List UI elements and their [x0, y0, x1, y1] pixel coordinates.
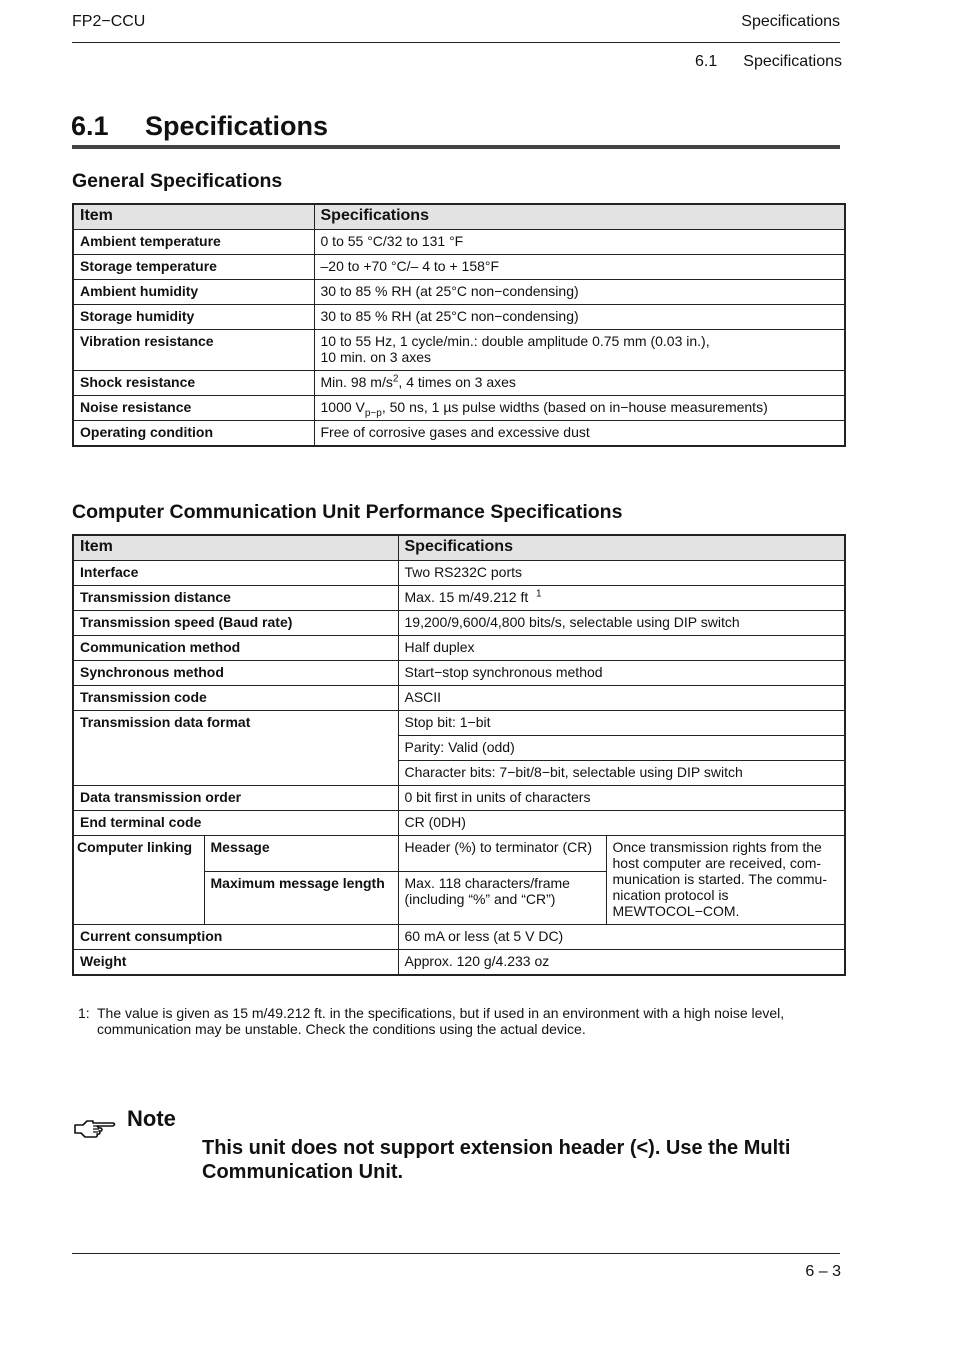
row-spec-line: 10 to 55 Hz, 1 cycle/min.: double amplitude 0.75 mm (0.03 in.),: [320, 333, 710, 349]
row-spec: Half duplex: [398, 636, 845, 661]
table-row: [73, 255, 845, 280]
row-item: Weight: [73, 950, 398, 976]
table-row: [73, 636, 845, 661]
row-spec: Parity: Valid (odd): [398, 736, 845, 761]
row-item: Vibration resistance: [73, 330, 314, 371]
table-row: [73, 305, 845, 330]
row-spec-line: 10 min. on 3 axes: [320, 349, 432, 365]
table-header-row: [73, 535, 845, 561]
row-spec: Stop bit: 1−bit: [398, 711, 845, 736]
row-item: Ambient humidity: [73, 280, 314, 305]
table-row: [73, 280, 845, 305]
table-row: [73, 686, 845, 711]
row-subitem: Message: [204, 836, 398, 872]
row-item: Transmission distance: [73, 586, 398, 611]
spec-text: Min. 98 m/s: [320, 374, 393, 390]
footnote-text: The value is given as 15 m/49.212 ft. in the specifications, but if used in an environment with a high noise level, communication may be unstable. Check the conditions using the actual device.: [97, 1005, 785, 1037]
row-item: Transmission data format: [73, 711, 398, 786]
running-header-chapter: Specifications: [741, 13, 840, 30]
section-title-text: Specifications: [145, 111, 329, 141]
subscript: p−p: [364, 407, 382, 419]
row-item: Interface: [73, 561, 398, 586]
row-spec: 30 to 85 % RH (at 25°C non−condensing): [314, 280, 845, 305]
row-spec-note: Once transmission rights from the host computer are received, com-munication is started. The commu-nication protocol is MEWTOCOL−COM.: [606, 836, 845, 925]
col-spec-header: Specifications: [314, 204, 845, 230]
pointing-hand-icon: [73, 1115, 117, 1139]
running-header-product: FP2−CCU: [72, 13, 146, 30]
table-row: [73, 611, 845, 636]
row-spec: Approx. 120 g/4.233 oz: [398, 950, 845, 976]
row-spec: 19,200/9,600/4,800 bits/s, selectable using DIP switch: [398, 611, 845, 636]
spec-text-tail: , 50 ns, 1 µs pulse widths (based on in−house measurements): [381, 399, 768, 415]
table-row: [73, 711, 845, 736]
row-spec-line: (including “%” and “CR”): [404, 891, 556, 908]
row-spec: [314, 396, 845, 421]
row-spec-line: Max. 118 characters/frame: [404, 875, 570, 892]
note-title: Note: [127, 1106, 176, 1131]
table-header-row: [73, 204, 845, 230]
subheader-number: 6.1: [695, 53, 718, 70]
table-row: [73, 561, 845, 586]
row-item: Operating condition: [73, 421, 314, 447]
table-row: [73, 786, 845, 811]
footnote-ref: 1: [536, 588, 542, 600]
table-row: [73, 661, 845, 686]
row-subitem: Maximum message length: [204, 872, 398, 925]
section-rule: [72, 145, 840, 149]
note-text: This unit does not support extension header (<). Use the Multi Communication Unit.: [202, 1137, 791, 1183]
col-item-header: Item: [73, 535, 398, 561]
table-row: [73, 925, 845, 950]
row-spec: 30 to 85 % RH (at 25°C non−condensing): [314, 305, 845, 330]
section-number: 6.1: [71, 111, 109, 141]
row-spec: –20 to +70 °C/– 4 to + 158°F: [314, 255, 845, 280]
general-specs-heading: General Specifications: [72, 170, 283, 192]
row-spec: [398, 872, 606, 925]
spec-text: 1000 V: [320, 399, 365, 415]
footnote: [78, 1005, 848, 1037]
row-item: Ambient temperature: [73, 230, 314, 255]
row-item: Computer linking: [73, 836, 204, 925]
superscript: 2: [392, 373, 399, 385]
section-title: [71, 111, 328, 142]
subheader-label: Specifications: [743, 53, 842, 70]
page-number: 6 – 3: [805, 1263, 841, 1280]
table-row: [73, 230, 845, 255]
row-item: Synchronous method: [73, 661, 398, 686]
spec-text: Max. 15 m/49.212 ft: [404, 589, 529, 605]
row-spec: ASCII: [398, 686, 845, 711]
row-item: Shock resistance: [73, 371, 314, 396]
row-spec: 0 bit first in units of characters: [398, 786, 845, 811]
row-item: Storage humidity: [73, 305, 314, 330]
table-row: [73, 586, 845, 611]
row-spec: [314, 330, 845, 371]
table-row: [73, 421, 845, 447]
row-item: Transmission code: [73, 686, 398, 711]
table-row: [73, 950, 845, 976]
col-spec-header: Specifications: [398, 535, 845, 561]
col-item-header: Item: [73, 204, 314, 230]
row-spec: 0 to 55 °C/32 to 131 °F: [314, 230, 845, 255]
ccu-specs-table: [72, 534, 846, 976]
row-item: Storage temperature: [73, 255, 314, 280]
row-spec: Start−stop synchronous method: [398, 661, 845, 686]
table-row: [73, 811, 845, 836]
ccu-specs-heading: Computer Communication Unit Performance Specifications: [72, 501, 623, 523]
running-subheader: [695, 53, 842, 71]
row-spec: Header (%) to terminator (CR): [398, 836, 606, 872]
table-row: [73, 836, 845, 872]
row-spec: Free of corrosive gases and excessive dust: [314, 421, 845, 447]
row-item: Data transmission order: [73, 786, 398, 811]
header-rule: [72, 42, 840, 43]
row-item: Current consumption: [73, 925, 398, 950]
table-row: [73, 396, 845, 421]
row-spec: Two RS232C ports: [398, 561, 845, 586]
row-item: Noise resistance: [73, 396, 314, 421]
row-spec: 60 mA or less (at 5 V DC): [398, 925, 845, 950]
row-spec: [314, 371, 845, 396]
footer-rule: [72, 1253, 840, 1254]
spec-text-tail: , 4 times on 3 axes: [398, 374, 516, 390]
footnote-mark: 1:: [78, 1005, 90, 1021]
general-specs-table: [72, 203, 846, 447]
row-item: Communication method: [73, 636, 398, 661]
row-spec: [398, 586, 845, 611]
row-item: End terminal code: [73, 811, 398, 836]
table-row: [73, 330, 845, 371]
row-spec: CR (0DH): [398, 811, 845, 836]
row-spec: Character bits: 7−bit/8−bit, selectable using DIP switch: [398, 761, 845, 786]
row-item: Transmission speed (Baud rate): [73, 611, 398, 636]
table-row: [73, 371, 845, 396]
